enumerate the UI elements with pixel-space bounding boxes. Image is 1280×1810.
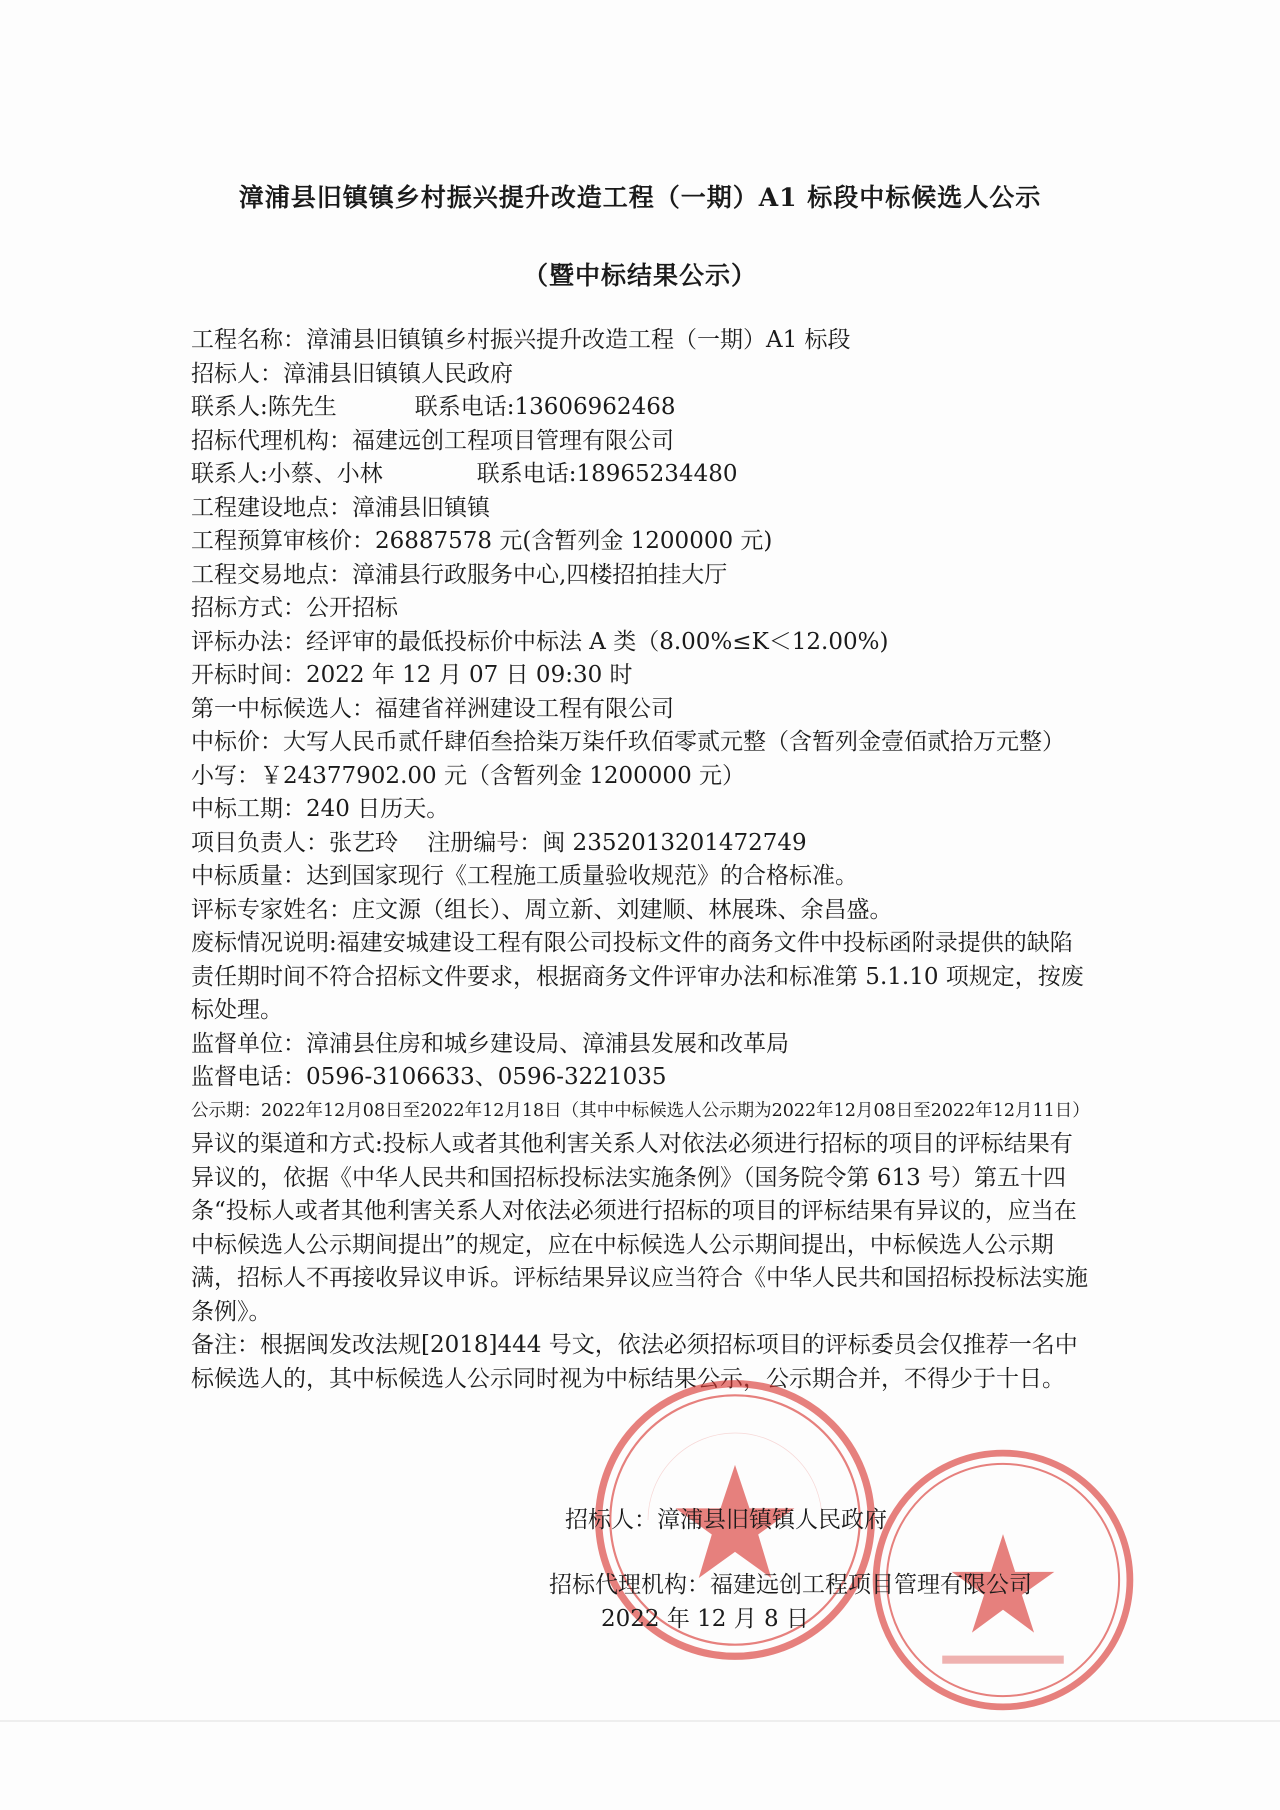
contact1-name: 联系人:陈先生 — [191, 394, 337, 420]
rejection-note: 废标情况说明:福建安城建设工程有限公司投标文件的商务文件中投标函附录提供的缺陷责任期时间不符合招标文件要求，根据商务文件评审办法和标准第 5.1.10 项规定，按废标处理。 — [191, 930, 1084, 1023]
construction-duration: 中标工期：240 日历天。 — [191, 796, 450, 822]
supervisor: 监督单位：漳浦县住房和城乡建设局、漳浦县发展和改革局 — [191, 1030, 789, 1057]
registration-number: 注册编号：闽 2352013201472749 — [427, 829, 807, 856]
project-manager-row — [191, 827, 1091, 861]
contact-row-2 — [191, 458, 1091, 492]
trading-venue: 工程交易地点：漳浦县行政服务中心,四楼招拍挂大厅 — [191, 561, 728, 588]
signoff-tenderer: 招标人：漳浦县旧镇镇人民政府 — [565, 1507, 887, 1533]
agency: 招标代理机构：福建远创工程项目管理有限公司 — [191, 427, 674, 454]
remark: 备注：根据闽发改法规[2018]444 号文，依法必须招标项目的评标委员会仅推荐一名中标候选人的，其中标候选人公示同时视为中标结果公示，公示期合并，不得少于十日。 — [191, 1332, 1078, 1392]
evaluation-method: 评标办法：经评审的最低投标价中标法 A 类（8.00%≤K＜12.00%) — [191, 628, 889, 655]
document-subtitle: （暨中标结果公示） — [522, 261, 757, 290]
contact1-phone: 联系电话:13606962468 — [414, 394, 676, 420]
scan-shadow — [0, 1720, 1280, 1722]
notice-period: 公示期：2022年12月08日至2022年12月18日（其中中标候选人公示期为2022年12月08日至2022年12月11日） — [191, 1100, 1090, 1121]
contact-row-1 — [191, 391, 1091, 425]
objection-channel: 异议的渠道和方式:投标人或者其他利害关系人对依法必须进行招标的项目的评标结果有异议的，依据《中华人民共和国招标投标法实施条例》（国务院令第 613 号）第五十四条“投标人或者其他利害关系人对依法必须进行招标的项目的评标结果有异议的，应当在中标候选人公示期间提出”的规定，应在中标候选人公示期间提出，中标候选人公示期满，招标人不再接收异议申诉。评标结果异议应当符合《中华人民共和国招标投标法实施条例》。 — [191, 1131, 1088, 1325]
document-title: 漳浦县旧镇镇乡村振兴提升改造工程（一期）A1 标段中标候选人公示 — [238, 183, 1042, 212]
contact2-phone: 联系电话:18965234480 — [476, 461, 738, 487]
contact2-name: 联系人:小蔡、小林 — [191, 461, 383, 487]
project-manager: 项目负责人：张艺玲 — [191, 829, 398, 856]
construction-site: 工程建设地点：漳浦县旧镇镇 — [191, 494, 490, 521]
signoff-agency: 招标代理机构：福建远创工程项目管理有限公司 — [549, 1572, 1032, 1598]
budget: 工程预算审核价：26887578 元(含暂列金 1200000 元) — [191, 528, 773, 554]
bid-price-lower: 小写：￥24377902.00 元（含暂列金 1200000 元） — [191, 762, 746, 789]
signoff-date: 2022 年 12 月 8 日 — [601, 1606, 809, 1632]
tenderer: 招标人：漳浦县旧镇镇人民政府 — [191, 360, 513, 387]
tender-method: 招标方式：公开招标 — [191, 595, 398, 621]
opening-time: 开标时间：2022 年 12 月 07 日 09:30 时 — [191, 662, 633, 688]
experts: 评标专家姓名：庄文源（组长）、周立新、刘建顺、林展珠、余昌盛。 — [191, 896, 893, 923]
announcement-body — [191, 324, 1091, 1396]
quality: 中标质量：达到国家现行《工程施工质量验收规范》的合格标准。 — [191, 863, 858, 889]
project-name: 工程名称：漳浦县旧镇镇乡村振兴提升改造工程（一期）A1 标段 — [191, 327, 851, 353]
supervisor-phone: 监督电话：0596-3106633、0596-3221035 — [191, 1064, 667, 1090]
bid-price-upper: 中标价：大写人民币贰仟肆佰叁拾柒万柒仟玖佰零贰元整（含暂列金壹佰贰拾万元整） — [191, 729, 1065, 755]
first-candidate: 第一中标候选人：福建省祥洲建设工程有限公司 — [191, 695, 674, 722]
